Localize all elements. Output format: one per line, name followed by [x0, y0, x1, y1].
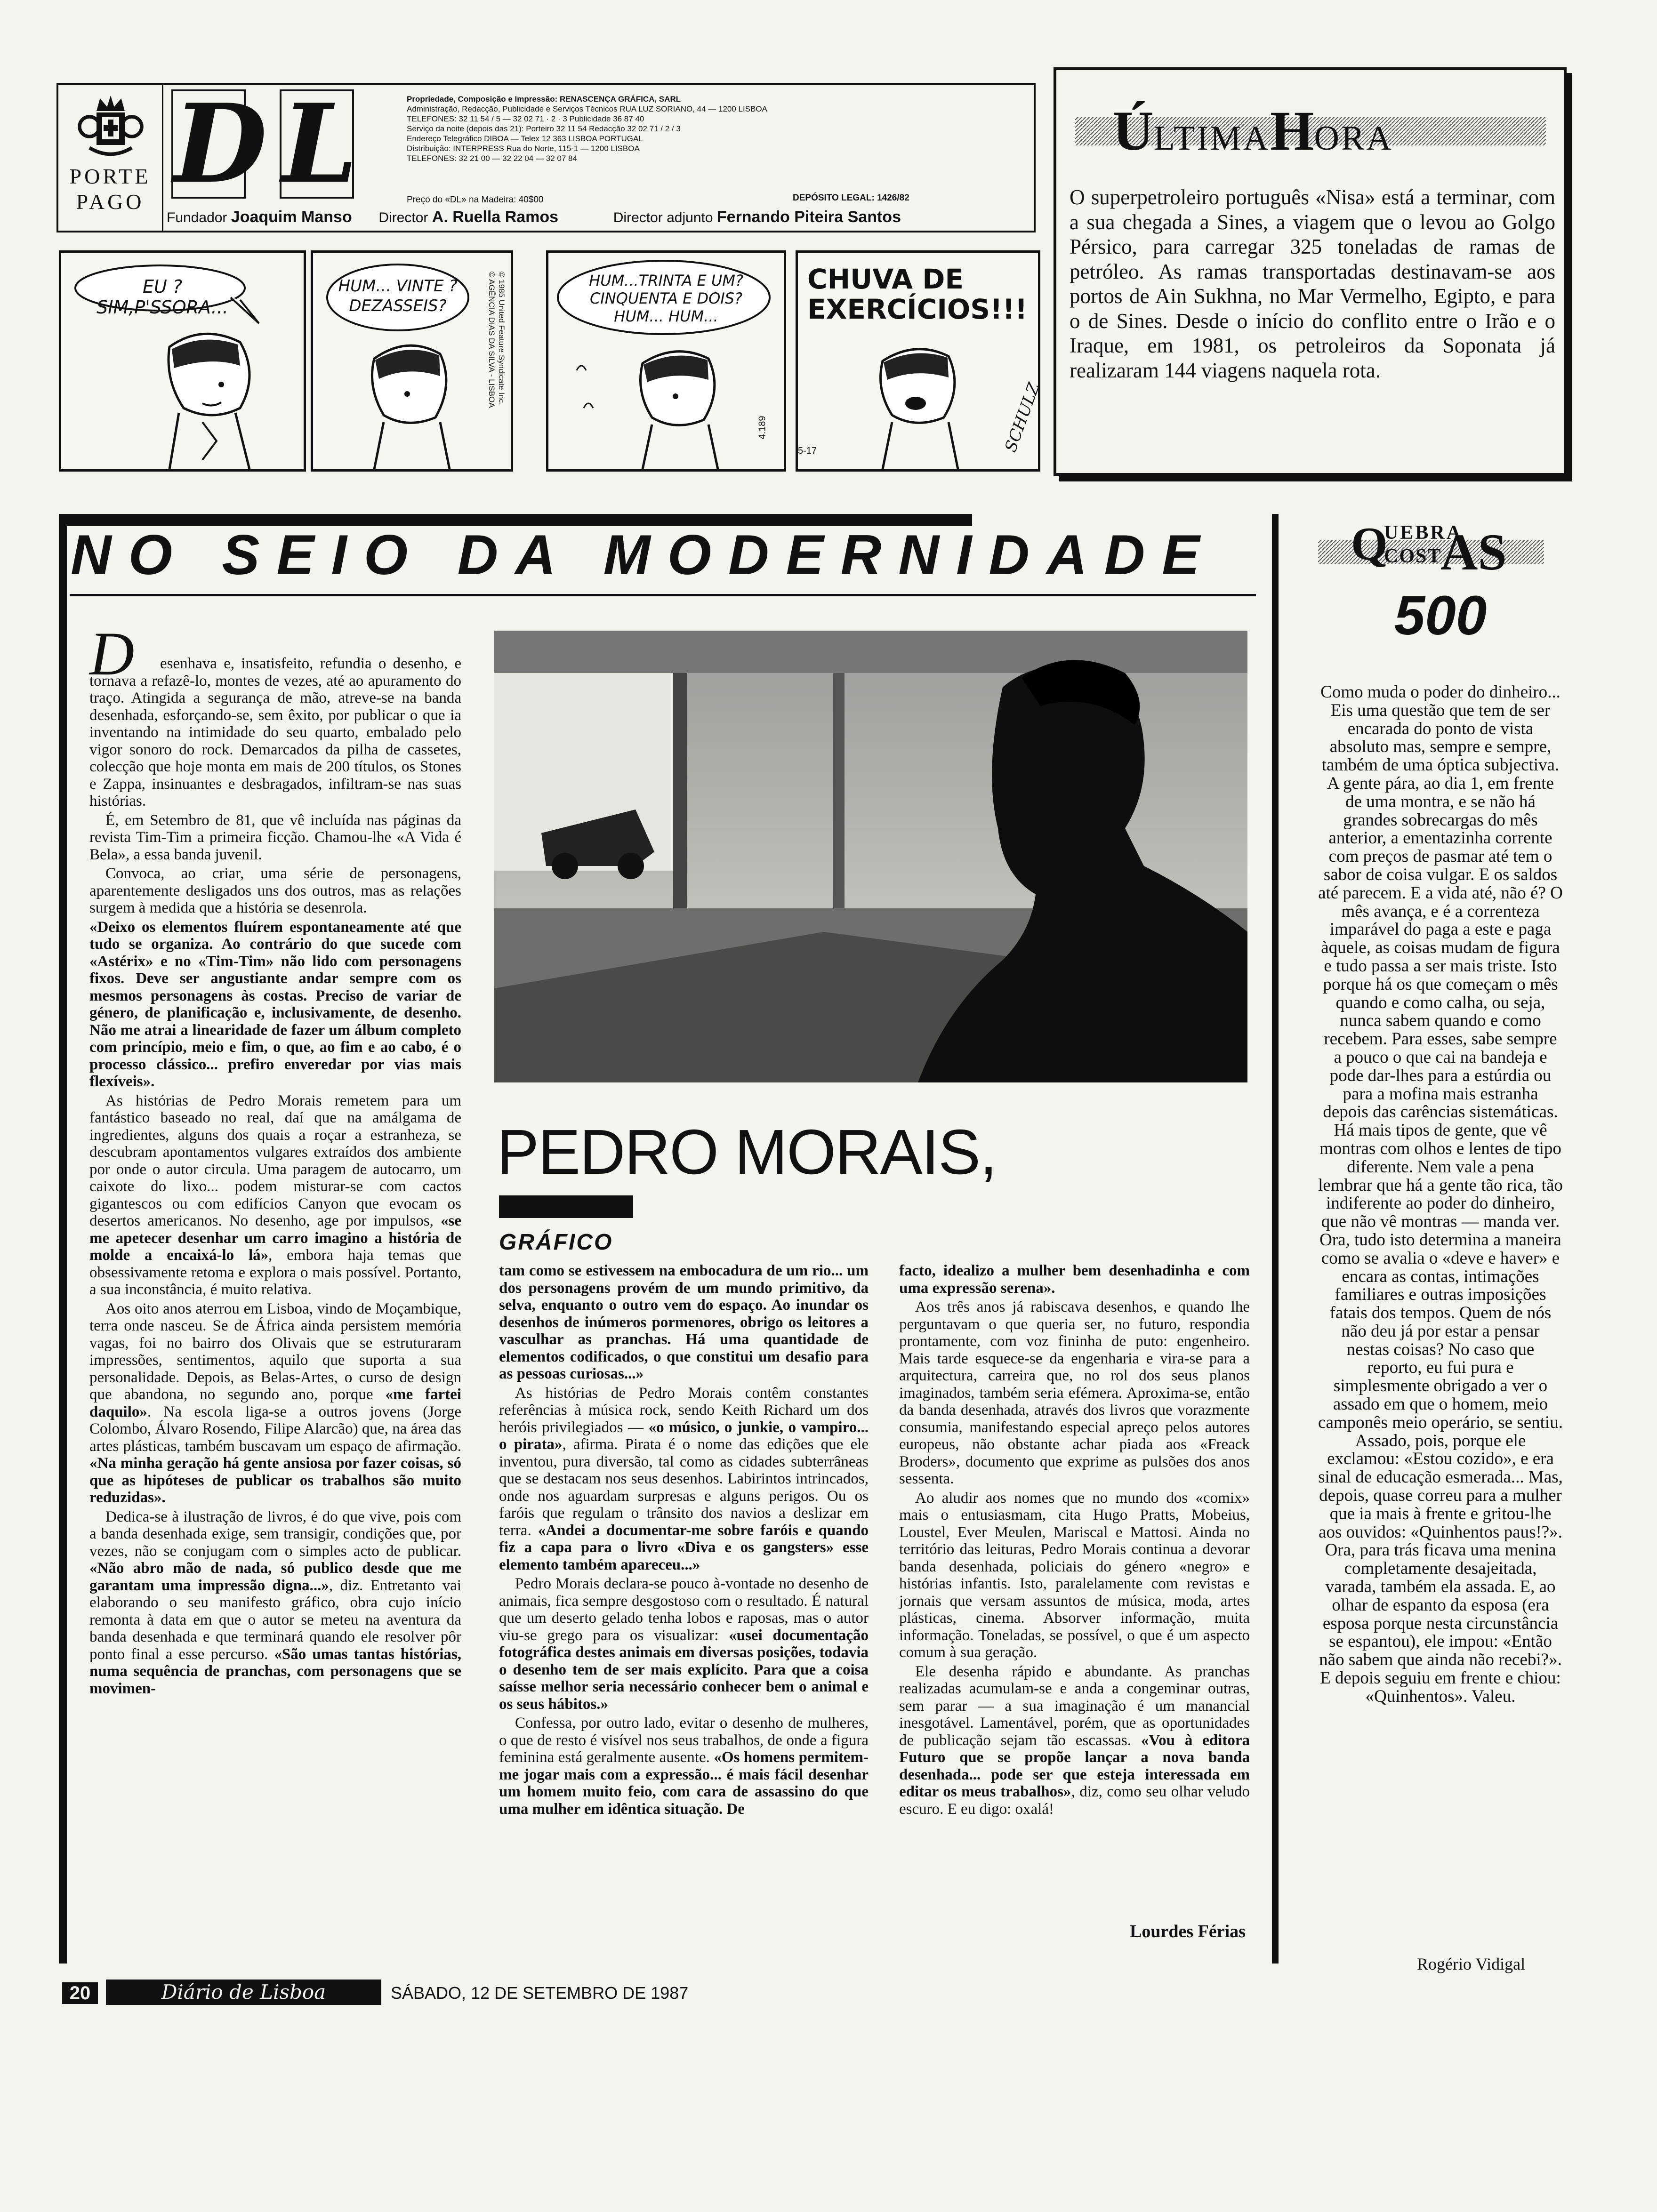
logo-letter-d-box — [171, 80, 267, 208]
quote: «São umas tantas histórias, numa sequência de pranchas, com personagens que se movimen- — [89, 1645, 461, 1697]
quote: «Deixo os elementos fluírem espontaneamente até que tudo se organiza. Ao contrário do que sucede com «Astérix» e no «Tim-Tim» não lido com personagens fixos. Deve ser angustiante andar sempre com os mesmos personagens às costas. Preciso de variar de género, de planificação e, inclusivamente, de desenho. Não me atrai a linearidade de fazer um álbum completo com princípio, meio e fim, o que, ao fim e ao cabo, é o processo clássico... prefiro enveredar por vias mais flexíveis». — [89, 918, 461, 1090]
director-name: A. Ruella Ramos — [432, 208, 559, 226]
artist-signature: SCHULZ — [1001, 380, 1044, 455]
logo-letter-l: L — [282, 80, 358, 208]
paragraph-text: As histórias de Pedro Morais remetem para um fantástico baseado no real, daí que na amálgama de ingredientes, alguns dos quais a roçar a estranheza, se descubram apontamentos vulgares extraídos dos ambiente por onde o autor circula. Uma paragem de autocarro, um caixote do lixo... podem misturar-se com cactos gigantescos ou com edifícios Canyon que evocam os desertos americanos. No desenho, age por impulsos, — [89, 1092, 461, 1229]
legal-deposit: DEPÓSITO LEGAL: 1426/82 — [793, 193, 909, 203]
paragraph-text: , afirma. Pirata é o nome das edições que ele inventou, pura diversão, tal como as cidades subterrâneas que se destacam nos seus desenhos. Labirintos intrincados, onde nos aguardam surpresas e alguns perigos. Ou os faróis que regulam o trânsito dos navios a deslizar em terra. — [499, 1436, 869, 1539]
ultima-hora-text: O superpetroleiro português «Nisa» está a terminar, com a sua chegada a Sines, a viagem que o levou ao Golgo Pérsico, para carregar 325 toneladas de ramas de petróleo. As ramas transportadas destinavam-se aos portos de Ain Sukhna, no Mar Vermelho, Egipto, e para o de Sines. Desde o início do conflito entre o Irão e o Iraque, em 1981, os petroleiros da Soponata já realizaram 144 viagens naquela rota. — [1070, 185, 1555, 382]
comic-panel-2 — [311, 250, 513, 472]
title-initial-u: Ú — [1113, 99, 1154, 162]
paragraph-text: Pedro Morais declara-se pouco à-vontade no desenho de animais, fica sempre desgostoso com o resultado. É natural que um deserto gelado tenha lobos e raposas, mas o autor viu-se grego para os visualizar: — [499, 1575, 869, 1644]
speech-line: HUM...TRINTA E UM? — [589, 272, 743, 289]
speech-line: HUM... HUM... — [614, 307, 718, 325]
quote: tam como se estivessem na embocadura de um rio... um dos personagens provém de um mundo primitivo, da selva, enquanto o outro vem do espaço. Ao inundar os desenhos de inúmeros pormenores, obrigo os leitores a vasculhar as pranchas. Há uma quantidade de elementos codificados, o que constitui um desafio para as pessoas curiosas...» — [499, 1262, 869, 1382]
paragraph — [89, 1092, 461, 1298]
title-ora: ORA — [1314, 119, 1393, 158]
price-note: Preço do «DL» na Madeira: 40$00 — [407, 195, 544, 205]
paragraph-text: É, em Setembro de 81, que vê incluída nas páginas da revista Tim-Tim a primeira ficção. Chamou-lhe «A Vida é Bela», a essa banda juvenil. — [89, 811, 461, 863]
title-initial-h: H — [1270, 99, 1314, 162]
paragraph — [899, 1262, 1250, 1297]
article-column-3 — [899, 1262, 1250, 1819]
founder-name: Joaquim Manso — [231, 208, 352, 226]
logo-letter-d: D — [173, 80, 267, 208]
article-column-2 — [499, 1262, 869, 1819]
porte-pago-label — [58, 164, 162, 215]
quote: facto, idealizo a mulher bem desenhadinha e com uma expressão serena». — [899, 1262, 1250, 1297]
article-frame-right — [1272, 514, 1279, 1964]
quote: «me fartei daquilo» — [89, 1386, 461, 1420]
quote: «Não abro mão de nada, só publico desde que me garantam uma impressão digna...» — [89, 1560, 461, 1594]
title-initial-q: Q — [1351, 518, 1388, 570]
paragraph — [89, 1300, 461, 1507]
info-line: Propriedade, Composição e Impressão: RENASCENÇA GRÁFICA, SARL — [407, 95, 681, 104]
paragraph — [499, 1262, 869, 1383]
paragraph-text: Dedica-se à ilustração de livros, é do que vive, pois com a banda desenhada exige, sem transigir, condições que, por vezes, não se conjugam com o simples acto de publicar. — [89, 1508, 461, 1560]
quote: «Na minha geração há gente ansiosa por fazer coisas, só que as hipóteses de publicar os trabalhos são muito reduzidas». — [89, 1455, 461, 1506]
coat-of-arms-icon — [75, 91, 146, 162]
info-line: Administração, Redacção, Publicidade e Serviços Técnicos RUA LUZ SORIANO, 44 — 1200 LISBOA — [407, 104, 767, 113]
paragraph: esenhava e, insatisfeito, refundia o desenho, e tornava a refazê-lo, montes de vezes, até ao apuramento do traço. Atingida a segurança de mão, atreve-se na banda desenhada, esforçando-se, sem êxito, por publicar o que ia inventando na intimidade do seu quarto, embalado pelo vigor sonoro do rock. Demarcados da pilha de cassetes, colecção que hoje monta em mais de 200 títulos, os Stones e Zappa, insinuantes e desbragados, infiltram-se nas suas histórias. — [89, 655, 461, 809]
title-rule — [70, 594, 1256, 596]
paragraph-text: As histórias de Pedro Morais contêm constantes referências à música rock, sendo Keith Richard um dos heróis privilegiados — — [499, 1384, 869, 1436]
ultima-hora-title — [1075, 98, 1546, 162]
quote: «se me apetecer desenhar um carro imagino a história de molde a encaixá-lo lá» — [89, 1212, 461, 1264]
title-uebra: UEBRA — [1384, 522, 1463, 544]
director-label: Director — [378, 210, 428, 225]
speech-line: DEZASSEIS? — [349, 297, 447, 315]
article-title: NO SEIO DA MODERNIDADE — [71, 523, 1217, 586]
title-as: AS — [1440, 523, 1507, 581]
speech-line: HUM... VINTE ? — [338, 277, 458, 296]
article-kicker: GRÁFICO — [499, 1230, 613, 1255]
speech-line: CHUVA DE — [807, 263, 964, 295]
paragraph-text: Aos oito anos aterrou em Lisboa, vindo de Moçambique, terra onde nasceu. Se de África ainda persistem memória vagas, foi no bairro dos Olivais que se estruturaram impressões, sentimentos, aquilo que suporta a sua personalidade. Depois, as Belas-Artes, o curso de design que abandona, no segundo ano, porque — [89, 1300, 461, 1403]
paragraph-text: , diz. Entretanto vai elaborando o seu manifesto gráfico, obra cujo início remonta à data em que o autor se meteu na aventura da banda desenhada e que terminará quando ele resolver pôr ponto final a esse percurso. — [89, 1577, 462, 1663]
info-line: Distribuição: INTERPRESS Rua do Norte, 115-1 — 1200 LISBOA — [407, 144, 640, 153]
quote: «o músico, o junkie, o vampiro... o pirata» — [499, 1419, 869, 1453]
issue-date: SÁBADO, 12 DE SETEMBRO DE 1987 — [391, 1983, 689, 2003]
speech-line: CINQUENTA E DOIS? — [589, 289, 743, 307]
info-line: Endereço Telegráfico DIBOA — Telex 12 363 LISBOA PORTUGAL — [407, 134, 643, 143]
paragraph-text: , embora haja temas que obsessivamente retoma e explora o mais possível. Portanto, a sua inconstância, é muito relativa. — [89, 1247, 461, 1298]
comic-date-code-2: 5-17 — [798, 446, 817, 456]
logo-letter-l-box — [280, 80, 358, 208]
paragraph-text: . Na escola liga-se a outros jovens (Jorge Colombo, Álvaro Rosendo, Filipe Alarcão) que, na área das artes plásticas, também buscavam um espaço de afirmação. — [89, 1403, 461, 1455]
paragraph — [89, 812, 461, 864]
pago-line: PAGO — [76, 190, 145, 214]
quote: «Os homens permitem-me jogar mais com a expressão... é mais fácil desenhar um homem muito feio, com cara de assassino do que uma mulher em idêntica situação. De — [499, 1749, 869, 1818]
paragraph: Convoca, ao criar, uma série de personagens, aparentemente desligados uns dos outros, mas as relações surgem à medida que a história se desenrola. — [89, 865, 461, 916]
masthead-info — [407, 94, 1028, 163]
info-line: TELEFONES: 32 21 00 — 32 22 04 — 32 07 84 — [407, 154, 577, 163]
comic-panel-1 — [59, 250, 306, 472]
comic-panel-1-speech: EU ?SIM,P'SSORA... — [97, 276, 228, 318]
crest-box — [58, 85, 163, 231]
article-headline: PEDRO MORAIS, — [497, 1116, 997, 1187]
page-number: 20 — [62, 1982, 98, 2004]
paragraph-text: Ele desenha rápido e abundante. As pranchas realizadas acumulam-se e anda a congeminar outras, sem parar — a sua imaginação é um manancial inesgotável. Lamentável, porém, que as oportunidades de publicação sejam tão escassas. — [899, 1663, 1250, 1749]
drop-cap: D — [89, 619, 135, 688]
paragraph: Ao aludir aos nomes que no mundo dos «comix» mais o entusiasmam, cita Hugo Pratts, Mobeius, Loustel, Ever Meulen, Mariscal e Mattosi. Ainda no território das leituras, Pedro Morais continua a devorar banda desenhada, policiais do género «negro» e histórias infantis. Isto, paralelamente com revistas e jornais que versam assuntos de música, moda, artes plásticas, cinema. Absorver informação, muita informação. Toneladas, se possível, o que é um aspecto comum à sua geração. — [899, 1489, 1250, 1661]
quebra-costas-author: Rogério Vidigal — [1417, 1955, 1526, 1973]
comic-agency: © AGÊNCIA DIAS DA SILVA - LISBOA — [487, 272, 496, 408]
paragraph — [499, 1575, 869, 1713]
headline-bar — [499, 1195, 633, 1218]
speech-line: EXERCÍCIOS!!! — [807, 293, 1028, 325]
comic-panel-3 — [546, 250, 786, 472]
paragraph — [499, 1715, 869, 1818]
quote: «Vou à editora Futuro que se propõe lançar a nova banda desenhada... pode ser que esteja interessada em editar os meus trabalhos» — [899, 1731, 1250, 1800]
quebra-costas-text: Como muda o poder do dinheiro... Eis uma questão que tem de ser encarada do ponto de vista absoluto mas, sempre e sempre, também de uma óptica subjectiva. A gente pára, ao dia 1, em frente de uma montra, e se não há grandes sobrecargas do mês anterior, a ementazinha corrente com preços de pasmar até tem o sabor de coisa vulgar. E os saldos até parecem. E a vida até, não é? O mês avança, e é a correnteza imparável do paga a este e paga àquele, as coisas mudam de figura e tudo passa a ser mais triste. Isto porque há os que começam o mês quando e como calha, ou seja, nunca sabem quando e como recebem. Para esses, sabe sempre a pouco o que cai na bandeja e pode dar-lhes para a estúrdia ou para a mofina mais estranha depois das carências sistemáticas. Há mais tipos de gente, que vê montras com olhos e lentes de tipo diferente. Nem vale a pena lembrar que há a gente tão rica, tão indiferente ao poder do dinheiro, que não vê montras — manda ver. Ora, tudo isto determina a maneira como se avalia o «deve e haver» e encara as contas, intimações familiares e outras imposições fatais dos tempos. Quem de nós não deu já por estar a pensar nestas coisas? No caso que reporto, eu fui pura e simplesmente obrigado a ver o assado em que o homem, meio camponês meio operário, se sentiu. Assado, pois, porque ele exclamou: «Estou cozido», e era sinal de educação esmerada... Mas, depois, quase correu para a mulher que ia mais à frente e gritou-lhe aos ouvidos: «Quinhentos paus!?». Ora, para trás ficava uma menina completamente desajeitada, varada, também ela assada. E, ao olhar de espanto da esposa (era esposa porque nesta circunstância se espantou), ele impou: «Então não sabem que ainda não recebi?». E depois seguiu em frente e chiou: «Quinhentos». Valeu. — [1318, 682, 1563, 1706]
comic-panel-3-speech — [567, 272, 765, 325]
article-photo — [494, 631, 1247, 1082]
paragraph — [899, 1663, 1250, 1818]
deputy-director-label: Director adjunto — [613, 210, 713, 225]
photo-portrait-icon — [494, 631, 1247, 1082]
deputy-director-name: Fernando Piteira Santos — [716, 208, 901, 226]
newspaper-logo: Diário de Lisboa — [106, 1980, 381, 2005]
paragraph: Aos três anos já rabiscava desenhos, e quando lhe perguntavam o que queria ser, no futuro, respondia prontamente, com voz fininha de puto: engenheiro. Mais tarde esquece-se da engenharia e vira-se para a arquitectura, carreira que, no rol dos seus planos imaginados, também seria efémera. Aproxima-se, então da banda desenhada, através dos livros que vorazmente consumia, manifestando especial apreço pelos autores europeus, não obstante achar piada aos «Freack Broders», documento que exprime as pulsões dos anos sessenta. — [899, 1298, 1250, 1487]
article-frame-left — [59, 514, 67, 1964]
article-column-1 — [89, 655, 461, 1699]
paragraph-text: Confessa, por outro lado, evitar o desenho de mulheres, o que de resto é visível nos seus trabalhos, de onde a figura feminina está geralmente ausente. — [499, 1715, 869, 1766]
porte-line: PORTE — [69, 164, 151, 188]
comic-date-code: 4.189 — [757, 416, 768, 440]
masthead — [56, 80, 1036, 232]
title-ltima: LTIMA — [1153, 119, 1271, 158]
quebra-costas-number: 500 — [1394, 585, 1487, 647]
comic-panel-2-speech — [332, 276, 464, 316]
comic-credit — [485, 272, 508, 465]
quote: «Andei a documentar-me sobre faróis e quando fiz a capa para o livro «Diva e os gangsters» esse elemento também apareceu...» — [499, 1522, 869, 1573]
founder-label: Fundador — [167, 210, 227, 225]
quebra-costas-title — [1318, 517, 1544, 581]
comic-panel-4-speech — [807, 264, 1029, 324]
info-line: Serviço da noite (depois das 21): Porteiro 32 11 54 Redacção 32 02 71 / 2 / 3 — [407, 124, 681, 133]
paragraph — [499, 1385, 869, 1574]
comic-panel-4 — [796, 250, 1044, 472]
staff-line — [167, 208, 1028, 226]
ultima-hora-box — [1054, 67, 1567, 476]
paragraph — [89, 1508, 461, 1698]
paragraph — [89, 919, 461, 1090]
info-line: TELEFONES: 32 11 54 / 5 — 32 02 71 · 2 · 3 Publicidade 36 87 40 — [407, 114, 644, 123]
article-author: Lourdes Férias — [1130, 1922, 1246, 1941]
title-cost: COST — [1384, 545, 1442, 567]
quote: «usei documentação fotográfica destes animais em diversas posições, todavia o desenho tem de ser mais explícito. Para que a coisa saísse melhor seria necessário conhecer bem o animal e os seus hábitos.» — [499, 1627, 869, 1713]
paragraph-text: , diz, como seu olhar veludo escuro. E eu digo: oxalá! — [899, 1783, 1250, 1818]
comic-copyright: © 1985 United Feature Syndicate Inc. — [497, 272, 506, 405]
